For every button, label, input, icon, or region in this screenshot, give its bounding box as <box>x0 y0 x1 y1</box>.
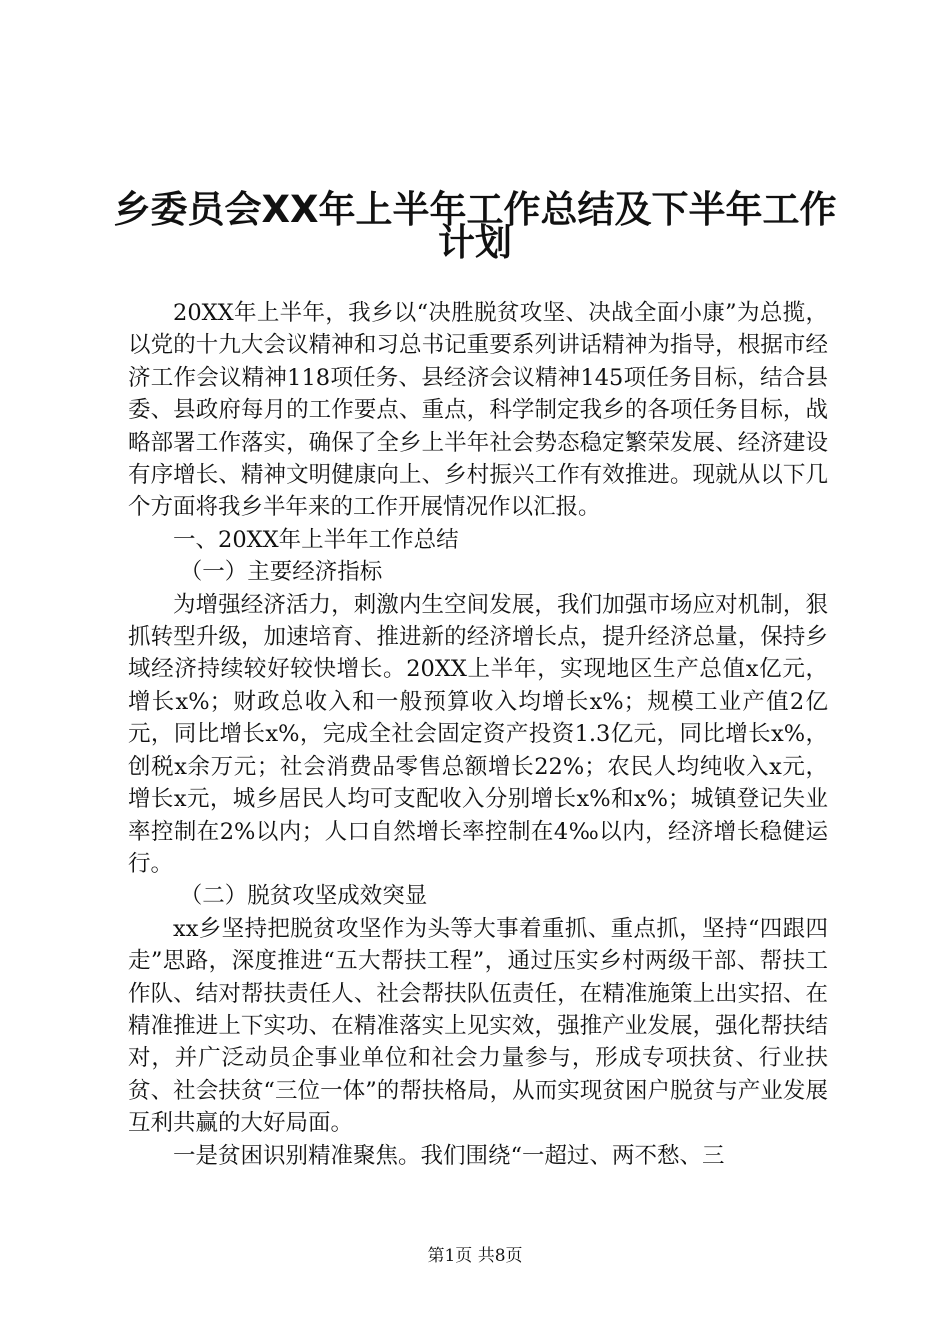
page-footer: 第1页 共8页 <box>427 1246 523 1266</box>
subsection-heading: （一）主要经济指标 <box>179 559 383 586</box>
item-paragraph: 一是贫困识别精准聚焦。我们围绕“一超过、两不愁、三 <box>173 1142 725 1169</box>
document-body <box>128 297 828 1172</box>
document-title-line2: 计划 <box>438 221 512 264</box>
poverty-alleviation-paragraph: xx乡坚持把脱贫攻坚作为头等大事着重抓、重点抓，坚持“四跟四走”思路，深度推进“五大帮扶工程”，通过压实乡村两级干部、帮扶工作队、结对帮扶责任人、社会帮扶队伍责任，在精准施策上出实招、在精准推进上下实功、在精准落实上见实效，强推产业发展，强化帮扶结对，并广泛动员企事业单位和社会力量参与，形成专项扶贫、行业扶贫、社会扶贫“三位一体”的帮扶格局，从而实现贫困户脱贫与产业发展互利共赢的大好局面。 <box>128 915 828 1137</box>
document-title-line1: 乡委员会XX年上半年工作总结及下半年工作 <box>113 188 837 231</box>
economic-indicators-paragraph: 为增强经济活力，刺激内生空间发展，我们加强市场应对机制，狠抓转型升级，加速培育、推进新的经济增长点，提升经济总量，保持乡域经济持续较好较快增长。20XX上半年，实现地区生产总值x亿元，增长x%；财政总收入和一般预算收入均增长x%；规模工业产值2亿元，同比增长x%，完成全社会固定资产投资1.3亿元，同比增长x%，创税x余万元；社会消费品零售总额增长22%；农民人均纯收入x元，增长x元，城乡居民人均可支配收入分别增长x%和x%；城镇登记失业率控制在2%以内；人口自然增长率控制在4‰以内，经济增长稳健运行。 <box>128 591 828 877</box>
intro-paragraph: 20XX年上半年，我乡以“决胜脱贫攻坚、决战全面小康”为总揽，以党的十九大会议精神和习总书记重要系列讲话精神为指导，根据市经济工作会议精神118项任务、县经济会议精神145项任务目标，结合县委、县政府每月的工作要点、重点，科学制定我乡的各项任务目标，战略部署工作落实，确保了全乡上半年社会势态稳定繁荣发展、经济建设有序增长、精神文明健康向上、乡村振兴工作有效推进。现就从以下几个方面将我乡半年来的工作开展情况作以汇报。 <box>128 300 828 521</box>
section-heading: 一、20XX年上半年工作总结 <box>173 526 459 553</box>
subsection-heading: （二）脱贫攻坚成效突显 <box>179 883 428 910</box>
